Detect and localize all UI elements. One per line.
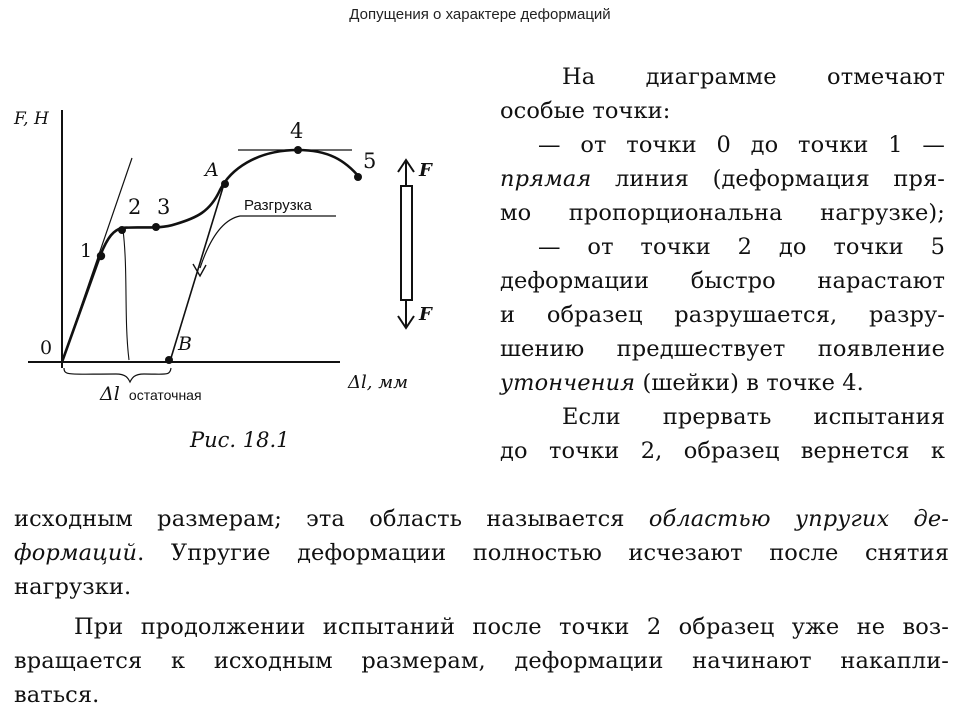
point-5-dot [354, 173, 362, 181]
p1-line-2: особые точки: [500, 98, 671, 124]
p3-line-2: деформации быстро нарастают [500, 268, 945, 294]
p3-emphasis: утончения [500, 370, 636, 396]
p5-line-1: При продолжении испытаний после точки 2 образец уже не воз- [74, 614, 949, 640]
p4-emphasis-2: формаций [14, 540, 138, 566]
y-axis-label: F, Н [14, 109, 49, 129]
residual-brace [64, 368, 171, 382]
right-column-text [500, 60, 945, 468]
point-3-dot [152, 223, 160, 231]
x-axis-label: Δl, мм [348, 372, 409, 393]
point-2-dot [118, 226, 126, 234]
point-4-label: 4 [290, 119, 304, 143]
p3-line-5: утончения (шейки) в точке 4. [500, 370, 864, 396]
unloading-label: Разгрузка [244, 197, 312, 214]
p2-line-2: прямая линия (деформация пря- [500, 166, 945, 192]
p4-line-3: исходным размерам; эта область называется областью упругих де- [14, 506, 950, 532]
figure-caption: Рис. 18.1 [190, 428, 290, 452]
point-a-dot [221, 180, 229, 188]
stress-strain-diagram [0, 80, 490, 430]
point-3-label: 3 [157, 195, 171, 219]
residual-drop-line [123, 230, 129, 360]
point-5-label: 5 [363, 149, 377, 173]
p5-line-2: вращается к исходным размерам, деформации начинают накапли- [14, 648, 949, 674]
p4-line-4: формаций. Упругие деформации полностью исчезают после снятия [14, 540, 949, 566]
full-width-text [14, 502, 949, 712]
point-1-dot [97, 252, 105, 260]
p4-line-1: Если прервать испытания [562, 404, 945, 430]
point-b-dot [165, 356, 173, 364]
point-4-dot [294, 146, 302, 154]
p2-line-1: — от точки 0 до точки 1 — [538, 132, 945, 158]
slide-title: Допущения о характере деформаций [349, 6, 611, 23]
p1-line-1: На диаграмме отмечают [562, 64, 945, 90]
p4-line-5: нагрузки. [14, 574, 132, 600]
p4-emphasis-1: областью упругих де- [648, 506, 950, 532]
residual-label: Δl остаточная [100, 383, 202, 405]
p3-line-4: шению предшествует появление [500, 336, 945, 362]
p4-line-2: до точки 2, образец вернется к [500, 438, 945, 464]
loading-curve [62, 150, 360, 362]
p2-emphasis: прямая [500, 166, 592, 192]
point-a-label: A [205, 159, 219, 181]
unloading-leader [200, 216, 336, 268]
p3-line-1: — от точки 2 до точки 5 [538, 234, 945, 260]
p3-line-3: и образец разрушается, разру- [500, 302, 945, 328]
point-b-label: B [178, 333, 192, 355]
point-1-label: 1 [80, 240, 93, 262]
point-2-label: 2 [128, 195, 142, 219]
specimen-bar [401, 186, 412, 300]
p5-line-3: ваться. [14, 682, 100, 708]
force-label-top: F [419, 160, 432, 181]
origin-label: 0 [40, 337, 53, 359]
p2-line-3: мо пропорциональна нагрузке); [500, 200, 945, 226]
force-label-bottom: F [419, 304, 432, 325]
